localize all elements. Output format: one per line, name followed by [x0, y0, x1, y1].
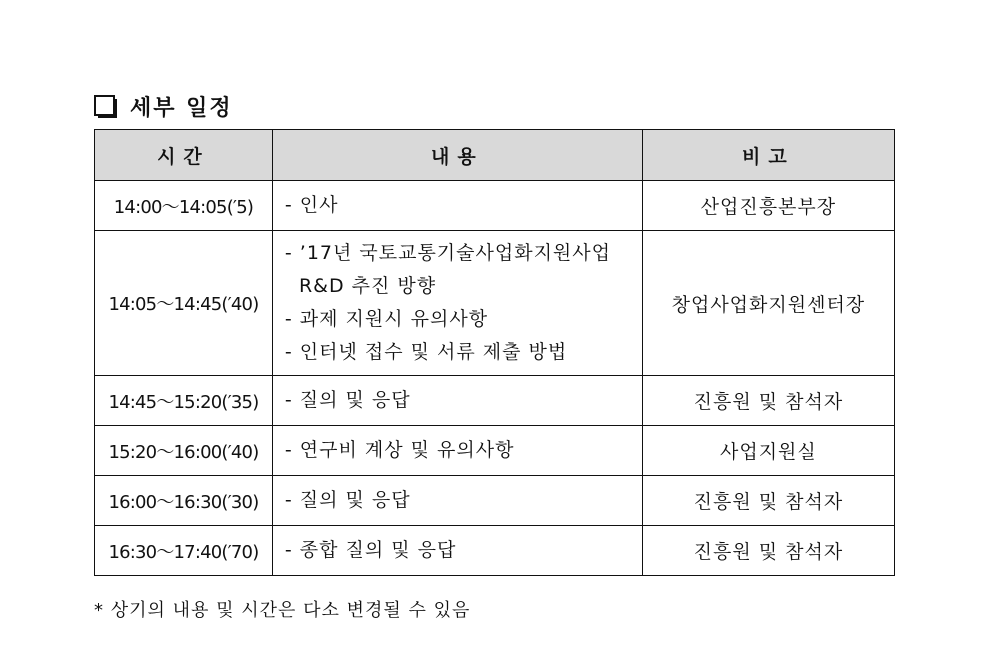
- header-time: 시간: [95, 130, 273, 181]
- time-cell: 16:00～16:30(′30): [95, 476, 273, 526]
- note-cell: 진흥원 및 참석자: [642, 526, 894, 576]
- content-line: - 연구비 계상 및 유의사항: [284, 439, 515, 461]
- time-cell: 14:00～14:05(′5): [95, 181, 273, 231]
- schedule-table: [94, 129, 895, 576]
- table-row: [95, 231, 895, 376]
- time-cell: 14:05～14:45(′40): [95, 231, 273, 376]
- content-line: - 종합 질의 및 응답: [284, 539, 457, 561]
- note-cell: 진흥원 및 참석자: [642, 476, 894, 526]
- content-cell: [272, 376, 642, 426]
- content-line: - 과제 지원시 유의사항: [284, 308, 489, 330]
- content-cell: [272, 181, 642, 231]
- table-row: [95, 376, 895, 426]
- table-row: [95, 526, 895, 576]
- content-line: R&D 추진 방향: [284, 275, 437, 297]
- note-cell: 창업사업화지원센터장: [642, 231, 894, 376]
- content-line: - 질의 및 응답: [284, 389, 411, 411]
- table-row: [95, 476, 895, 526]
- content-cell: [272, 231, 642, 376]
- note-cell: 진흥원 및 참석자: [642, 376, 894, 426]
- content-cell: [272, 526, 642, 576]
- table-row: [95, 181, 895, 231]
- note-cell: 산업진흥본부장: [642, 181, 894, 231]
- table-header-row: [95, 130, 895, 181]
- header-note: 비고: [642, 130, 894, 181]
- content-line: - 질의 및 응답: [284, 489, 411, 511]
- content-line: - 인터넷 접수 및 서류 제출 방법: [284, 341, 568, 363]
- table-row: [95, 426, 895, 476]
- time-cell: 14:45～15:20(′35): [95, 376, 273, 426]
- square-box-icon: [94, 95, 118, 119]
- content-cell: [272, 426, 642, 476]
- time-cell: 16:30～17:40(′70): [95, 526, 273, 576]
- header-content: 내용: [272, 130, 642, 181]
- section-heading: [94, 91, 233, 122]
- content-line: - 인사: [284, 194, 339, 216]
- content-cell: [272, 476, 642, 526]
- content-line: - ’17년 국토교통기술사업화지원사업: [284, 242, 611, 264]
- section-title: 세부 일정: [130, 96, 233, 121]
- footnote: * 상기의 내용 및 시간은 다소 변경될 수 있음: [94, 600, 471, 621]
- note-cell: 사업지원실: [642, 426, 894, 476]
- time-cell: 15:20～16:00(′40): [95, 426, 273, 476]
